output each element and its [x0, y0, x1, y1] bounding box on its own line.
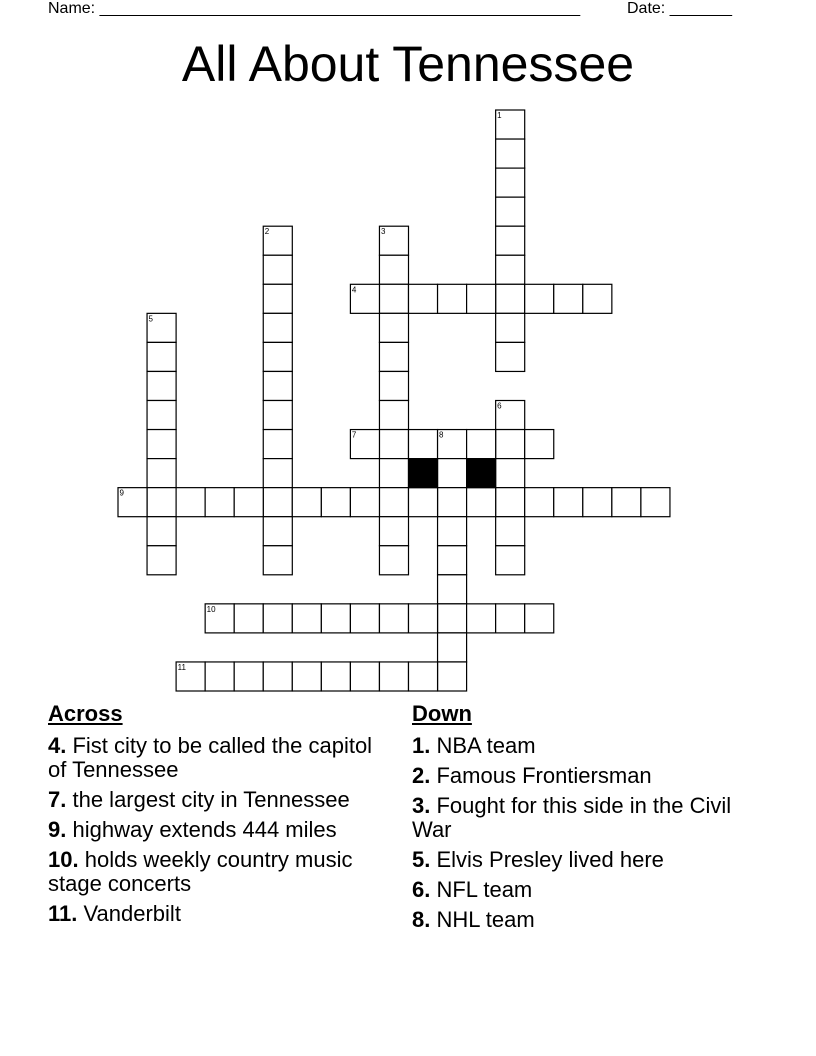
grid-cell[interactable] — [263, 459, 292, 488]
grid-cell[interactable] — [147, 517, 176, 546]
clue-number-label: 11 — [177, 662, 186, 672]
grid-cell[interactable] — [583, 284, 612, 313]
across-clues — [48, 700, 388, 932]
clue-number: 8. — [412, 907, 431, 932]
grid-cell[interactable] — [147, 371, 176, 400]
grid-cell[interactable] — [147, 401, 176, 430]
grid-cell[interactable] — [350, 662, 379, 691]
clue-number: 10. — [48, 847, 79, 872]
grid-cell[interactable] — [409, 284, 438, 313]
clue-number: 3. — [412, 793, 431, 818]
grid-cell[interactable] — [205, 662, 234, 691]
grid-cell[interactable] — [379, 488, 408, 517]
grid-cell[interactable] — [176, 488, 205, 517]
grid-cell[interactable] — [496, 459, 525, 488]
clue-number-label: 10 — [206, 604, 216, 614]
clue-text: NBA team — [436, 733, 536, 758]
grid-cell[interactable] — [147, 430, 176, 459]
grid-cell[interactable] — [438, 662, 467, 691]
grid-cell[interactable] — [379, 517, 408, 546]
grid-cell[interactable] — [467, 284, 496, 313]
clue-text: Fist city to be called the capitol of Tennessee — [48, 733, 373, 782]
grid-cell[interactable] — [263, 546, 292, 575]
clue-across-10 — [48, 848, 388, 896]
grid-cell[interactable] — [147, 546, 176, 575]
grid-cell[interactable] — [438, 604, 467, 633]
grid-cell[interactable] — [438, 575, 467, 604]
grid-cell[interactable] — [525, 604, 554, 633]
grid-cell[interactable] — [379, 401, 408, 430]
grid-cell[interactable] — [234, 662, 263, 691]
grid-cell[interactable] — [321, 662, 350, 691]
clue-number-label: 6 — [497, 401, 502, 411]
grid-cell[interactable] — [350, 488, 379, 517]
grid-cell[interactable] — [379, 371, 408, 400]
clue-text: Fought for this side in the Civil War — [412, 793, 732, 842]
grid-cell[interactable] — [234, 604, 263, 633]
grid-cell[interactable] — [292, 604, 321, 633]
clue-down-6 — [412, 878, 752, 902]
black-square — [467, 459, 496, 488]
grid-cell[interactable] — [496, 255, 525, 284]
clue-down-1 — [412, 734, 752, 758]
clue-down-8 — [412, 908, 752, 932]
grid-cell[interactable] — [496, 284, 525, 313]
grid-cell[interactable] — [525, 488, 554, 517]
grid-cell[interactable] — [525, 430, 554, 459]
grid-cell[interactable] — [321, 488, 350, 517]
clue-across-7 — [48, 788, 388, 812]
grid-cell[interactable] — [467, 488, 496, 517]
grid-cell[interactable] — [379, 430, 408, 459]
grid-cell[interactable] — [409, 430, 438, 459]
grid-cell[interactable] — [379, 546, 408, 575]
clue-text: highway extends 444 miles — [72, 817, 337, 842]
clue-number: 1. — [412, 733, 431, 758]
grid-cell[interactable] — [496, 517, 525, 546]
clue-number-label: 2 — [264, 227, 270, 237]
grid-cell[interactable] — [263, 255, 292, 284]
grid-cell[interactable] — [263, 517, 292, 546]
clue-number: 7. — [48, 787, 67, 812]
grid-cell[interactable] — [379, 342, 408, 371]
grid-cell[interactable] — [438, 546, 467, 575]
grid-cell[interactable] — [263, 284, 292, 313]
grid-cell[interactable] — [496, 226, 525, 255]
clue-down-5 — [412, 848, 752, 872]
grid-cell[interactable] — [554, 284, 583, 313]
clue-text: NHL team — [436, 907, 535, 932]
clue-number-label: 3 — [380, 227, 386, 237]
grid-cell[interactable] — [379, 662, 408, 691]
grid-cell[interactable] — [496, 342, 525, 371]
grid-cell[interactable] — [292, 488, 321, 517]
puzzle-title: All About Tennessee — [181, 36, 635, 92]
grid-cell[interactable] — [379, 604, 408, 633]
grid-cell[interactable] — [409, 662, 438, 691]
grid-cell[interactable] — [147, 488, 176, 517]
date-field-label[interactable]: Date: _______ — [627, 0, 732, 17]
grid-cell[interactable] — [292, 662, 321, 691]
clue-number: 6. — [412, 877, 431, 902]
clue-across-9 — [48, 818, 388, 842]
clue-across-4 — [48, 734, 388, 782]
name-field-label[interactable]: Name: ______________________________________________________ — [48, 0, 581, 17]
clue-number-label: 4 — [351, 285, 357, 295]
clue-number-label: 1 — [497, 111, 502, 120]
grid-cell[interactable] — [438, 284, 467, 313]
grid-cell[interactable] — [263, 371, 292, 400]
grid-cell[interactable] — [147, 459, 176, 488]
clue-text: the largest city in Tennessee — [72, 787, 350, 812]
clue-across-11 — [48, 902, 388, 926]
clue-number: 5. — [412, 847, 431, 872]
clue-number-label: 5 — [148, 314, 154, 324]
grid-cell[interactable] — [496, 313, 525, 342]
grid-cell[interactable] — [554, 488, 583, 517]
grid-cell[interactable] — [263, 488, 292, 517]
grid-cell[interactable] — [496, 168, 525, 197]
clue-text: Famous Frontiersman — [436, 763, 652, 788]
down-clues — [412, 700, 752, 938]
grid-cell[interactable] — [496, 430, 525, 459]
grid-cell[interactable] — [467, 430, 496, 459]
grid-cell[interactable] — [147, 342, 176, 371]
grid-cell[interactable] — [321, 604, 350, 633]
clue-number-label: 9 — [119, 488, 124, 498]
grid-cell[interactable] — [263, 662, 292, 691]
grid-cell[interactable] — [496, 197, 525, 226]
grid-cell[interactable] — [438, 459, 467, 488]
grid-cell[interactable] — [438, 488, 467, 517]
grid-cell[interactable] — [496, 139, 525, 168]
down-heading: Down — [412, 701, 472, 726]
clue-text: Elvis Presley lived here — [436, 847, 664, 872]
grid-cell[interactable] — [496, 604, 525, 633]
grid-cell[interactable] — [641, 488, 670, 517]
grid-cell[interactable] — [379, 459, 408, 488]
clue-number: 4. — [48, 733, 67, 758]
clue-number: 11. — [48, 901, 78, 926]
clue-number: 9. — [48, 817, 67, 842]
grid-cell[interactable] — [525, 284, 554, 313]
clue-number-label: 7 — [351, 430, 357, 440]
grid-cell[interactable] — [438, 633, 467, 662]
grid-cell[interactable] — [350, 604, 379, 633]
grid-cell[interactable] — [263, 401, 292, 430]
black-square — [409, 459, 438, 488]
grid-cell[interactable] — [409, 604, 438, 633]
grid-cell[interactable] — [263, 313, 292, 342]
grid-cell[interactable] — [496, 546, 525, 575]
clue-number-label: 8 — [439, 430, 444, 440]
grid-cell[interactable] — [205, 488, 234, 517]
clue-text: Vanderbilt — [83, 901, 181, 926]
grid-cell[interactable] — [379, 255, 408, 284]
grid-cell[interactable] — [496, 488, 525, 517]
grid-cell[interactable] — [583, 488, 612, 517]
grid-cell[interactable] — [612, 488, 641, 517]
grid-cell[interactable] — [409, 488, 438, 517]
grid-cell[interactable] — [438, 517, 467, 546]
clue-text: holds weekly country music stage concerts — [48, 847, 353, 896]
clue-down-3 — [412, 794, 752, 842]
grid-cell[interactable] — [263, 342, 292, 371]
across-heading: Across — [48, 701, 123, 726]
clue-down-2 — [412, 764, 752, 788]
grid-cell[interactable] — [467, 604, 496, 633]
grid-cell[interactable] — [234, 488, 263, 517]
grid-cell[interactable] — [263, 604, 292, 633]
grid-cell[interactable] — [379, 284, 408, 313]
clue-text: NFL team — [436, 877, 533, 902]
grid-cell[interactable] — [379, 313, 408, 342]
grid-cell[interactable] — [263, 430, 292, 459]
clue-number: 2. — [412, 763, 431, 788]
